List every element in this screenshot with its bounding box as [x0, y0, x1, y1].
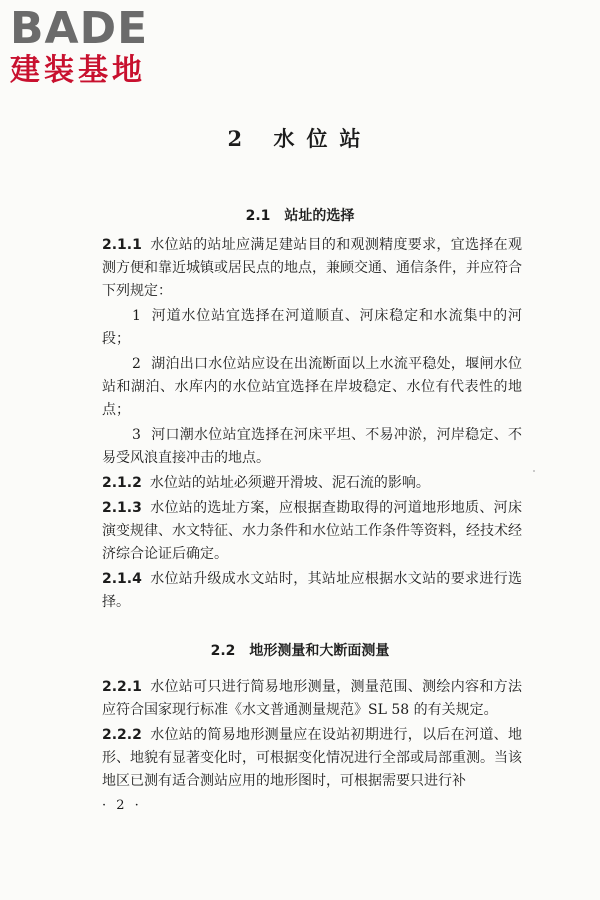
item-number: 3 — [132, 427, 141, 443]
bade-logo — [10, 3, 180, 88]
section-title-text: 站址的选择 — [284, 208, 355, 224]
clause-2-1-4 — [102, 568, 522, 614]
clause-number: 2.2.2 — [102, 727, 142, 743]
clause-text: 水位站的站址应满足建站目的和观测精度要求，宜选择在观测方便和靠近城镇或居民点的地点，兼顾交通、通信条件，并应符合下列规定： — [102, 237, 522, 299]
section-number: 2.2 — [210, 643, 236, 659]
item-text: 河道水位站宜选择在河道顺直、河床稳定和水流集中的河段； — [102, 308, 522, 347]
logo-wordmark: BADE — [10, 3, 149, 54]
clause-number: 2.2.1 — [102, 679, 142, 695]
section-title-text: 地形测量和大断面测量 — [249, 643, 390, 659]
section-number: 2.1 — [245, 208, 271, 224]
clause-2-1-3 — [102, 497, 522, 566]
clause-2-1-2 — [102, 472, 522, 495]
item-number: 2 — [132, 356, 141, 372]
list-item-2 — [102, 353, 522, 422]
list-item-1 — [102, 305, 522, 351]
chapter-title: 2 水位站 — [227, 126, 373, 151]
item-text: 河口潮水位站宜选择在河床平坦、不易冲淤，河岸稳定、不易受风浪直接冲击的地点。 — [102, 427, 522, 466]
section-2-1-body — [102, 234, 522, 616]
clause-text: 水位站的简易地形测量应在设站初期进行，以后在河道、地形、地貌有显著变化时，可根据变化情况进行全部或局部重测。当该地区已测有适合测站应用的地形图时，可根据需要只进行补 — [102, 727, 522, 789]
clause-number: 2.1.4 — [102, 571, 142, 587]
clause-2-2-2 — [102, 724, 522, 793]
item-number: 1 — [132, 308, 141, 324]
section-heading-2-2 — [0, 640, 600, 660]
clause-number: 2.1.2 — [102, 475, 142, 491]
logo-subtitle: 建装基地 — [10, 53, 146, 88]
clause-text: 水位站的站址必须避开滑坡、泥石流的影响。 — [149, 475, 430, 491]
item-text: 湖泊出口水位站应设在出流断面以上水流平稳处，堰闸水位站和湖泊、水库内的水位站宜选择在岸坡稳定、水位有代表性的地点； — [102, 356, 522, 418]
clause-2-2-1 — [102, 676, 522, 722]
clause-text: 水位站可只进行简易地形测量，测量范围、测绘内容和方法应符合国家现行标准《水文普通测量规范》SL 58 的有关规定。 — [102, 679, 522, 718]
page-number: · 2 · — [102, 798, 142, 813]
clause-text: 水位站的选址方案，应根据查勘取得的河道地形地质、河床演变规律、水文特征、水力条件和水位站工作条件等资料，经技术经济综合论证后确定。 — [102, 500, 522, 562]
scan-speck — [533, 470, 535, 472]
section-heading-2-1 — [0, 205, 600, 225]
list-item-3 — [102, 424, 522, 470]
clause-text: 水位站升级成水文站时，其站址应根据水文站的要求进行选择。 — [102, 571, 522, 610]
clause-number: 2.1.1 — [102, 237, 142, 253]
section-2-2-body — [102, 676, 522, 795]
clause-number: 2.1.3 — [102, 500, 142, 516]
clause-2-1-1 — [102, 234, 522, 303]
